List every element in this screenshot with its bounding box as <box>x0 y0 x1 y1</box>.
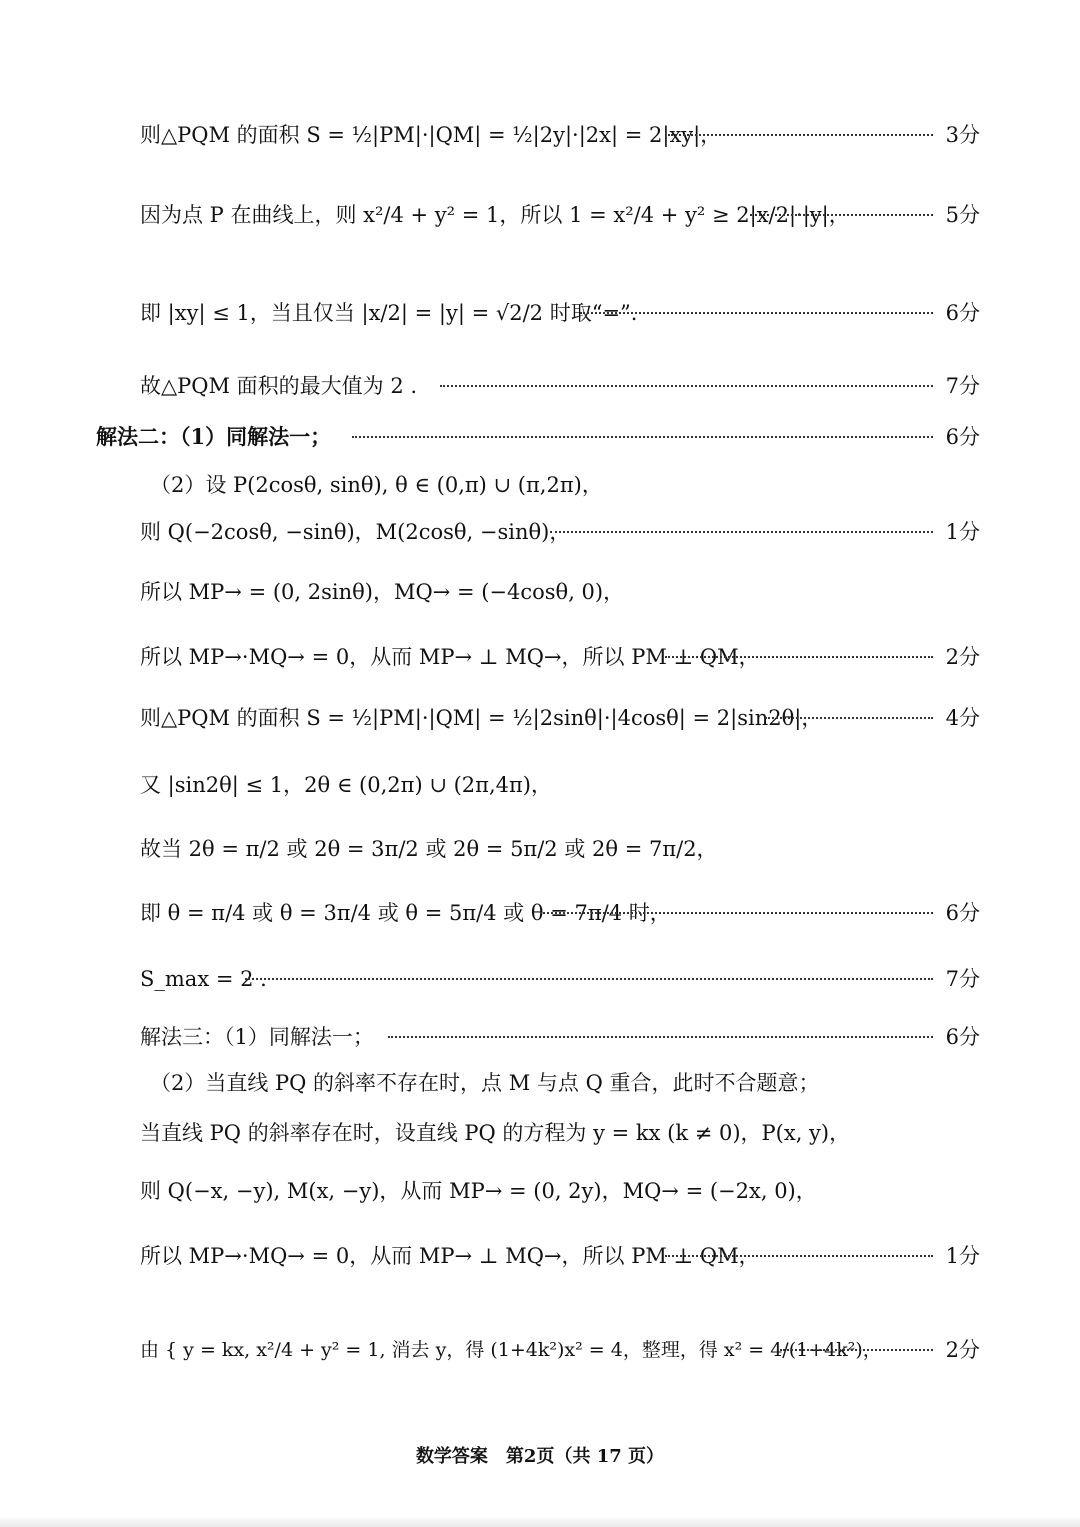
leader-dots <box>580 312 933 314</box>
line-text: 解法三：（1）同解法一； <box>140 1025 374 1049</box>
line-text: 故当 2θ = π/2 或 2θ = 3π/2 或 2θ = 5π/2 或 2θ = 7π/2， <box>140 837 718 861</box>
line-text: 即 |xy| ≤ 1，当且仅当 |x/2| = |y| = √2/2 时取“=”. <box>140 301 638 325</box>
solution-line <box>0 698 1080 738</box>
line-text: 则 Q(−x, −y), M(x, −y)，从而 MP→ = (0, 2y)，MQ→ = (−2x, 0)， <box>140 1179 817 1203</box>
score-label: 1分 <box>945 1244 980 1268</box>
line-text: （2）当直线 PQ 的斜率不存在时，点 M 与点 Q 重合，此时不合题意； <box>150 1071 820 1095</box>
line-text: （2）设 P(2cosθ, sinθ), θ ∈ (0,π) ∪ (π,2π)， <box>150 473 603 497</box>
page-footer: 数学答案 第2页（共 17 页） <box>415 1446 665 1467</box>
leader-dots <box>352 436 933 438</box>
score-label: 2分 <box>945 1338 980 1362</box>
line-text: 即 θ = π/4 或 θ = 3π/4 或 θ = 5π/4 或 θ = 7π/4 时， <box>140 901 671 925</box>
leader-dots <box>668 134 933 136</box>
solution-line <box>0 637 1080 677</box>
leader-dots <box>780 1349 933 1351</box>
solution-line <box>0 572 1080 612</box>
solution-line <box>0 195 1080 235</box>
solution-line <box>0 959 1080 999</box>
line-text: 所以 MP→·MQ→ = 0，从而 MP→ ⊥ MQ→，所以 PM ⊥ QM， <box>140 1244 760 1268</box>
solution-line <box>0 512 1080 552</box>
line-text: 解法二：（1）同解法一； <box>96 424 332 449</box>
solution-line <box>0 829 1080 869</box>
leader-dots <box>550 531 933 533</box>
score-label: 4分 <box>945 706 980 730</box>
line-text: S_max = 2 . <box>140 967 267 991</box>
solution-line <box>0 893 1080 933</box>
score-label: 6分 <box>945 301 980 325</box>
method-heading <box>0 1017 1080 1057</box>
leader-dots <box>750 214 933 216</box>
leader-dots <box>388 1036 933 1038</box>
page-edge <box>0 1518 1080 1527</box>
score-label: 2分 <box>945 645 980 669</box>
line-text: 所以 MP→·MQ→ = 0，从而 MP→ ⊥ MQ→，所以 PM ⊥ QM， <box>140 645 760 669</box>
score-label: 6分 <box>945 1025 980 1049</box>
line-text: 又 |sin2θ| ≤ 1，2θ ∈ (0,2π) ∪ (2π,4π)， <box>140 773 552 797</box>
score-label: 5分 <box>945 203 980 227</box>
solution-line <box>0 1063 1080 1103</box>
leader-dots <box>665 1255 933 1257</box>
line-text: 当直线 PQ 的斜率存在时，设直线 PQ 的方程为 y = kx (k ≠ 0)，P(x, y)， <box>140 1121 851 1145</box>
score-label: 7分 <box>945 967 980 991</box>
score-label: 7分 <box>945 374 980 398</box>
solution-line <box>0 765 1080 805</box>
line-text: 所以 MP→ = (0, 2sinθ)，MQ→ = (−4cosθ, 0)， <box>140 580 625 604</box>
line-text: 则△PQM 的面积 S = ½|PM|·|QM| = ½|2y|·|2x| = 2|xy|， <box>140 123 722 147</box>
leader-dots <box>540 912 933 914</box>
solution-line <box>0 366 1080 406</box>
method-heading <box>0 417 1080 457</box>
score-label: 6分 <box>945 901 980 925</box>
score-label: 1分 <box>945 520 980 544</box>
solution-line <box>0 1171 1080 1211</box>
line-text: 故△PQM 面积的最大值为 2 . <box>140 374 418 398</box>
solution-line <box>0 293 1080 333</box>
solution-line <box>0 1330 1080 1370</box>
score-label: 6分 <box>945 425 980 449</box>
leader-dots <box>665 656 933 658</box>
line-text: 则△PQM 的面积 S = ½|PM|·|QM| = ½|2sinθ|·|4cosθ| = 2|sin2θ|， <box>140 706 823 730</box>
solution-line <box>0 465 1080 505</box>
line-text: 则 Q(−2cosθ, −sinθ)，M(2cosθ, −sinθ)， <box>140 520 571 544</box>
leader-dots <box>440 385 933 387</box>
line-text: 因为点 P 在曲线上，则 x²/4 + y² = 1，所以 1 = x²/4 + y² ≥ 2|x/2|·|y|， <box>140 203 850 227</box>
solution-line <box>0 1113 1080 1153</box>
line-text: 由 { y = kx, x²/4 + y² = 1, 消去 y，得 (1+4k²)x² = 4，整理，得 x² = 4/(1+4k²)， <box>140 1339 882 1361</box>
solution-line <box>0 115 1080 155</box>
leader-dots <box>245 978 933 980</box>
solution-line <box>0 1236 1080 1276</box>
leader-dots <box>765 717 933 719</box>
score-label: 3分 <box>945 123 980 147</box>
